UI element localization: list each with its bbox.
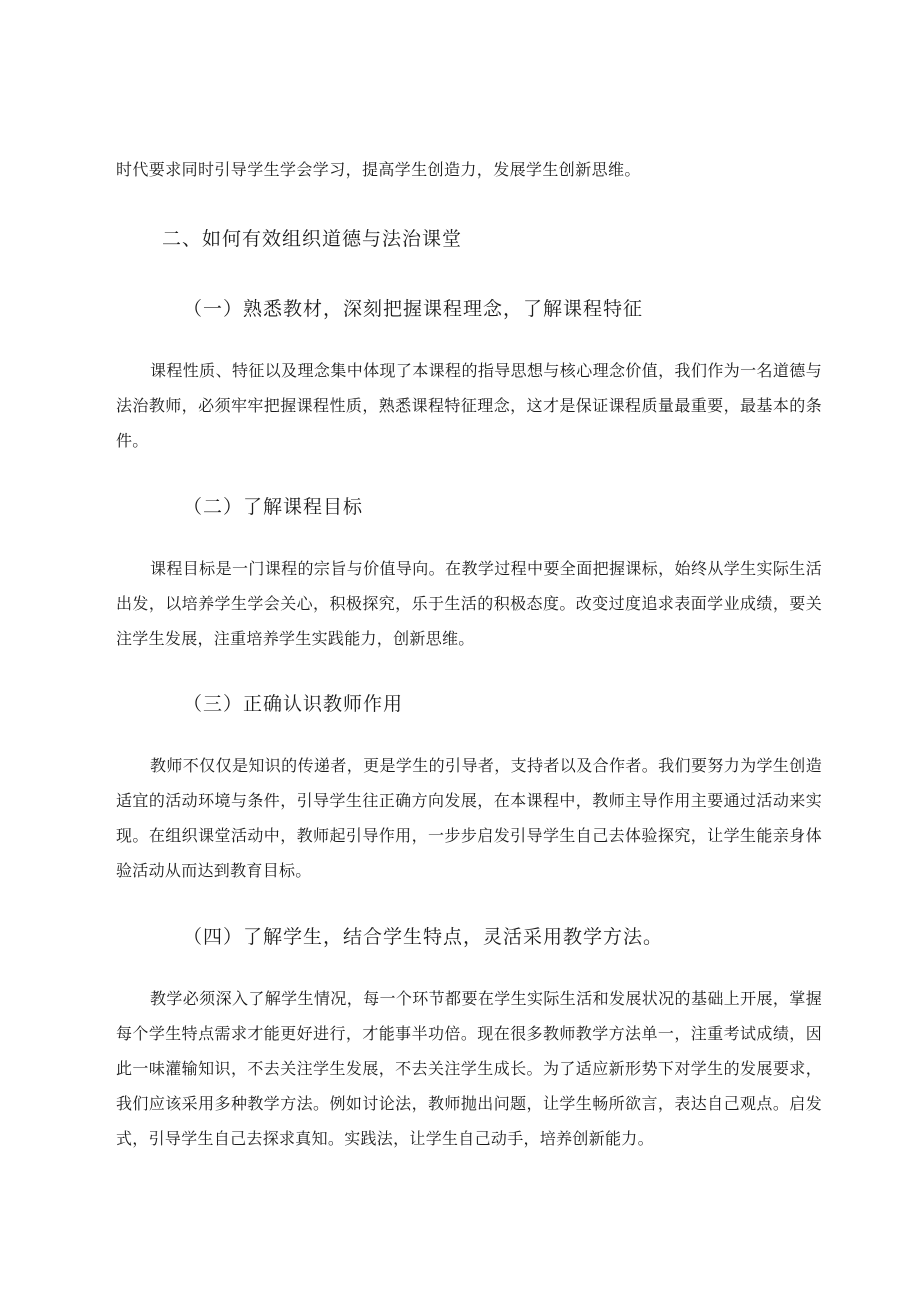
- section-heading: 二、如何有效组织道德与法治课堂: [162, 228, 463, 250]
- subsection-paragraph-3: 教师不仅仅是知识的传递者，更是学生的引导者，支持者以及合作者。我们要努力为学生创造适宜的活动环境与条件，引导学生往正确方向发展，在本课程中，教师主导作用主要通过活动来实现。在组织课堂活动中，教师起引导作用，一步步启发引导学生自己去体验探究，让学生能亲身体验活动从而达到教育目标。: [116, 756, 822, 880]
- continuation-paragraph: 时代要求同时引导学生学会学习，提高学生创造力，发展学生创新思维。: [116, 160, 641, 179]
- subsection-heading-4: （四）了解学生，结合学生特点，灵活采用教学方法。: [183, 926, 664, 948]
- subsection-paragraph-1: 课程性质、特征以及理念集中体现了本课程的指导思想与核心理念价值，我们作为一名道德与法治教师，必须牢牢把握课程性质，熟悉课程特征理念，这才是保证课程质量最重要，最基本的条件。: [116, 361, 822, 450]
- subsection-heading-3: （三）正确认识教师作用: [183, 693, 404, 715]
- subsection-heading-1: （一）熟悉教材，深刻把握课程理念，了解课程特征: [183, 298, 644, 320]
- subsection-heading-2: （二）了解课程目标: [183, 496, 364, 518]
- subsection-paragraph-4: 教学必须深入了解学生情况，每一个环节都要在学生实际生活和发展状况的基础上开展，掌握每个学生特点需求才能更好进行，才能事半功倍。现在很多教师教学方法单一，注重考试成绩，因此一味灌输知识，不去关注学生发展，不去关注学生成长。为了适应新形势下对学生的发展要求，我们应该采用多种教学方法。例如讨论法，教师抛出问题，让学生畅所欲言，表达自己观点。启发式，引导学生自己去探求真知。实践法，让学生自己动手，培养创新能力。: [116, 989, 822, 1148]
- subsection-paragraph-2: 课程目标是一门课程的宗旨与价值导向。在教学过程中要全面把握课标，始终从学生实际生活出发，以培养学生学会关心，积极探究，乐于生活的积极态度。改变过度追求表面学业成绩，要关注学生发展，注重培养学生实践能力，创新思维。: [116, 559, 822, 648]
